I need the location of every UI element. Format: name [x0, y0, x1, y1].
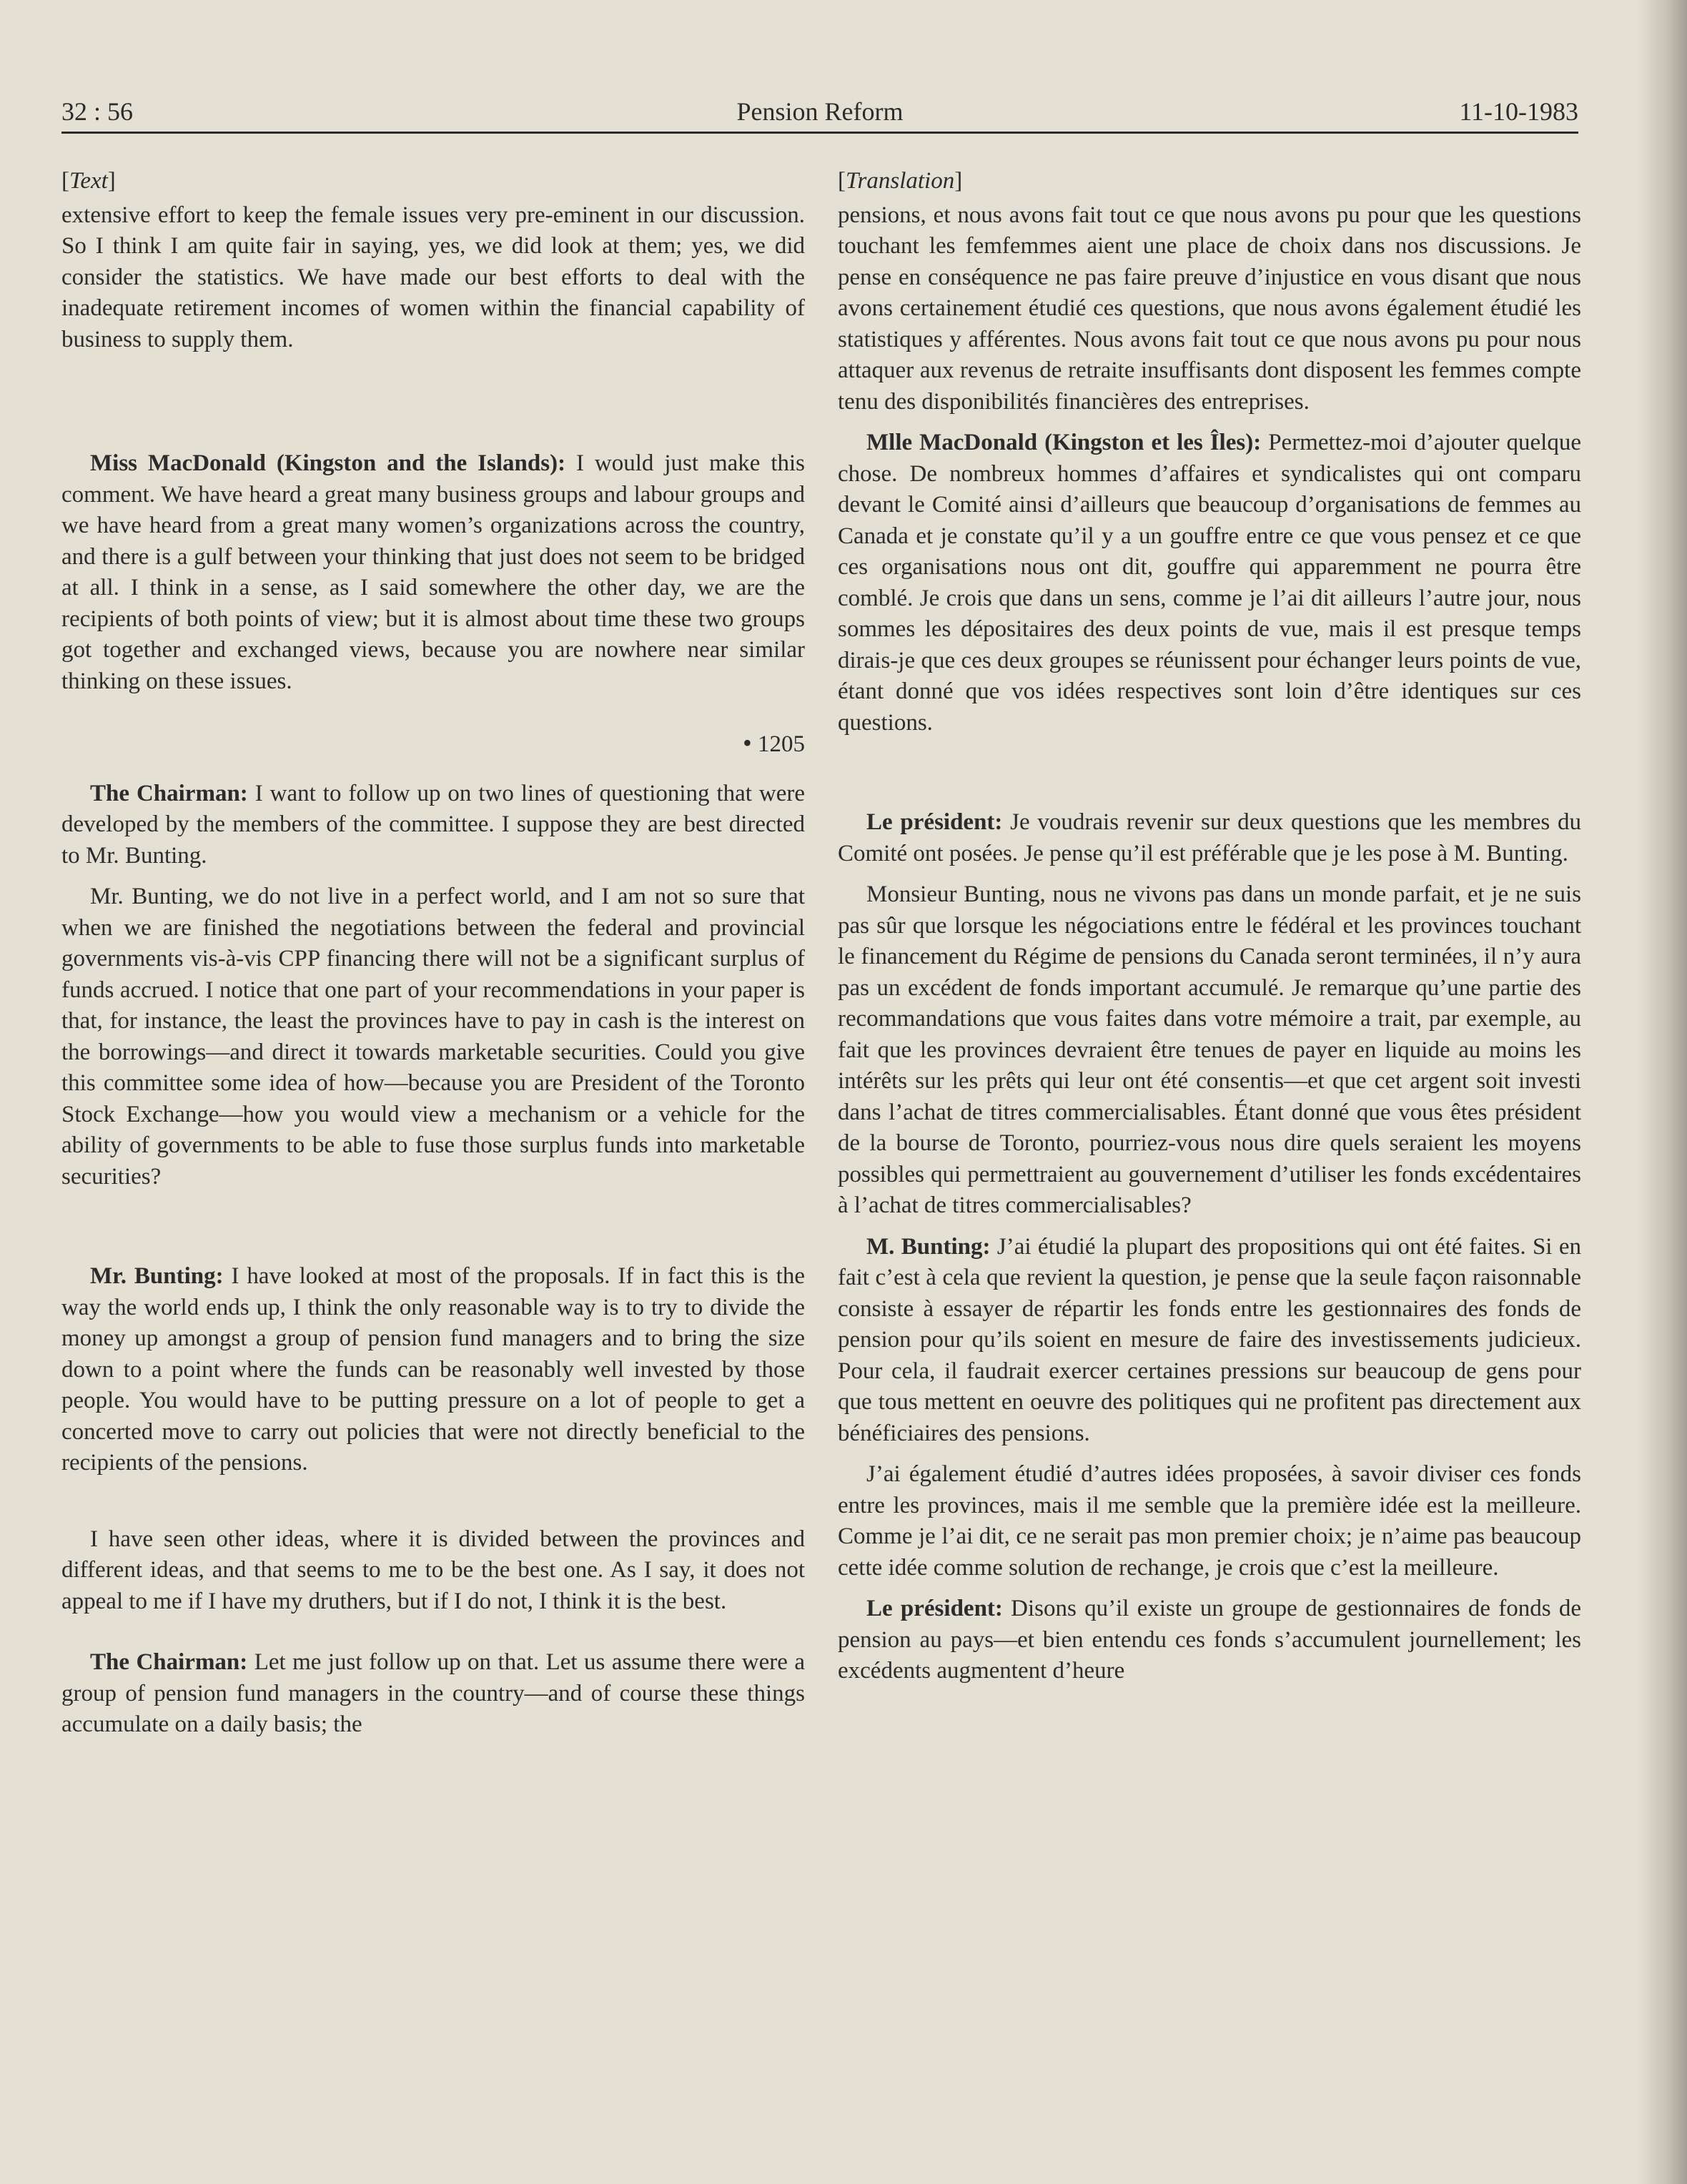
paragraph: Miss MacDonald (Kingston and the Islands): I would just make this comment. We have heard a great many business groups and labour groups and we have heard from a great many women’s organizations across the country, and there is a gulf between your thinking that just does not seem to be bridged at all. I think in a sense, as I said somewhere the other day, we are the recipients of both points of view; but it is almost about time these two groups got together and exchanged views, because you are nowhere near similar thinking on these issues. — [61, 450, 806, 694]
paragraph: Le président: Je voudrais revenir sur deux questions que les membres du Comité ont posées. Je pense qu’il est préférable que je les pose à M. Bunting. — [838, 809, 1581, 866]
page-edge-shadow — [1637, 0, 1687, 2184]
paragraph: Mr. Bunting: I have looked at most of the proposals. If in fact this is the way the world ends up, I think the only reasonable way is to try to divide the money up amongst a group of pension fund managers and to bring the size down to a point where the funds can be reasonably well invested by those people. You would have to be putting pressure on a lot of people to get a concerted move to carry out policies that were not directly beneficial to the recipients of the pensions. — [61, 1263, 806, 1476]
page-number: 32 : 56 — [61, 97, 134, 126]
paragraph: The Chairman: I want to follow up on two lines of questioning that were developed by the members of the committee. I suppose they are best directed to Mr. Bunting. — [61, 780, 806, 869]
paragraph: Mlle MacDonald (Kingston et les Îles): Permettez-moi d’ajouter quelque chose. De nombreux hommes d’affaires et syndicalistes qui ont comparu devant le Comité ainsi d’ailleurs que beaucoup d’organisations de femmes au Canada et je constate qu’il y a un gouffre entre ce que vous pensez et ce que ces organisations nous ont dit, gouffre qui apparemment ne pourra être comblé. Je crois que dans un sens, comme je l’ai dit ailleurs l’autre jour, nous sommes les dépositaires des deux points de vue, mais il est presque temps dirais-je que ces deux groupes se réunissent pour échanger leurs points de vue, étant donné que vos idées respectives sont loin d’être identiques sur ces questions. — [838, 430, 1581, 736]
page-date: 11-10-1983 — [1459, 97, 1578, 126]
speaker-name: The Chairman: — [90, 780, 248, 806]
speaker-name: Mlle MacDonald (Kingston et les Îles): — [866, 430, 1262, 455]
paragraph: pensions, et nous avons fait tout ce que nous avons pu pour que les questions touchant les femfemmes aient une place de choix dans nos discussions. Je pense en conséquence ne pas faire preuve d’injustice en vous disant que nous avons certainement étudié ces questions, que nous avons également étudié les statistiques y afférentes. Nous avons fait tout ce que nous avons pu pour nous attaquer aux revenus de retraite insuffisants dont disposent les femmes compte tenu des disponibilités financières des entreprises. — [838, 202, 1581, 415]
header-rule — [61, 132, 1578, 134]
speaker-name: Mr. Bunting: — [90, 1263, 224, 1289]
paragraph: extensive effort to keep the female issues very pre-eminent in our discussion. So I think I am quite fair in saying, yes, we did look at them; yes, we did consider the statistics. We have made our best efforts to deal with the inadequate retirement incomes of women within the financial capability of business to supply them. — [61, 202, 805, 352]
speaker-name: Le président: — [866, 809, 1003, 835]
speaker-name: The Chairman: — [90, 1649, 248, 1675]
paragraph: Le président: Disons qu’il existe un groupe de gestionnaires de fonds de pension au pays—et bien entendu ces fonds s’accumulent journellement; les excédents augmentent d’heure — [838, 1596, 1581, 1684]
speaker-name: Miss MacDonald (Kingston and the Islands): — [90, 450, 566, 476]
language-marker: [Text] — [61, 168, 116, 194]
speaker-name: M. Bunting: — [866, 1233, 991, 1260]
speaker-name: Le président: — [866, 1596, 1003, 1621]
paragraph: J’ai également étudié d’autres idées proposées, à savoir diviser ces fonds entre les provinces, mais il me semble que la première idée est la meilleure. Comme je l’ai dit, ce ne serait pas mon premier choix; je n’aime pas beaucoup cette idée comme solution de rechange, je crois que c’est la meilleure. — [838, 1461, 1581, 1581]
english-column — [61, 166, 805, 1741]
french-column — [838, 166, 1581, 1687]
time-stamp: • 1205 — [743, 728, 805, 757]
paragraph: The Chairman: Let me just follow up on that. Let us assume there were a group of pension fund managers in the country—and of course these things accumulate on a daily basis; the — [61, 1649, 805, 1737]
page-header — [61, 92, 1578, 132]
paragraph: Monsieur Bunting, nous ne vivons pas dans un monde parfait, et je ne suis pas sûr que lorsque les négociations entre le fédéral et les provinces touchant le financement du Régime de pensions du Canada seront terminées, il n’y aura pas un excédent de fonds important accumulé. Je remarque qu’une partie des recommandations que vous faites dans votre mémoire a trait, par exemple, au fait que les provinces devraient être tenues de payer en liquide au moins les intérêts sur les prêts qui leur ont été consentis—et que cet argent soit investi dans l’achat de titres commercialisables. Étant donné que vous êtes président de la bourse de Toronto, pourriez-vous nous dire quels seraient les moyens possibles qui permettraient au gouvernement d’utiliser les fonds excédentaires à l’achat de titres commercialisables? — [838, 881, 1581, 1218]
language-marker: [Translation] — [838, 168, 963, 194]
running-title: Pension Reform — [736, 97, 904, 126]
paragraph: M. Bunting: J’ai étudié la plupart des propositions qui ont été faites. Si en fait c’est à cela que revient la question, je pense que la seule façon raisonnable consiste à essayer de répartir les fonds entre les gestionnaires des fonds de pension pour qu’ils soient en mesure de faire des investissements judicieux. Pour cela, il faudrait exercer certaines pressions sur beaucoup de gens pour que tous mettent en oeuvre des politiques qui ne profitent pas directement aux bénéficiaires des pensions. — [838, 1233, 1581, 1446]
paragraph: Mr. Bunting, we do not live in a perfect world, and I am not so sure that when we are finished the negotiations between the federal and provincial governments vis-à-vis CPP financing there will not be a significant surplus of funds accrued. I notice that one part of your recommendations in your paper is that, for instance, the least the provinces have to pay in cash is the interest on the borrowings—and direct it towards marketable securities. Could you give this committee some idea of how—because you are President of the Toronto Stock Exchange—how you would view a mechanism or a vehicle for the ability of governments to be able to fuse those surplus funds into marketable securities? — [61, 884, 805, 1190]
paragraph: I have seen other ideas, where it is divided between the provinces and different ideas, and that seems to me to be the best one. As I say, it does not appeal to me if I have my druthers, but if I do not, I think it is the best. — [61, 1526, 805, 1614]
